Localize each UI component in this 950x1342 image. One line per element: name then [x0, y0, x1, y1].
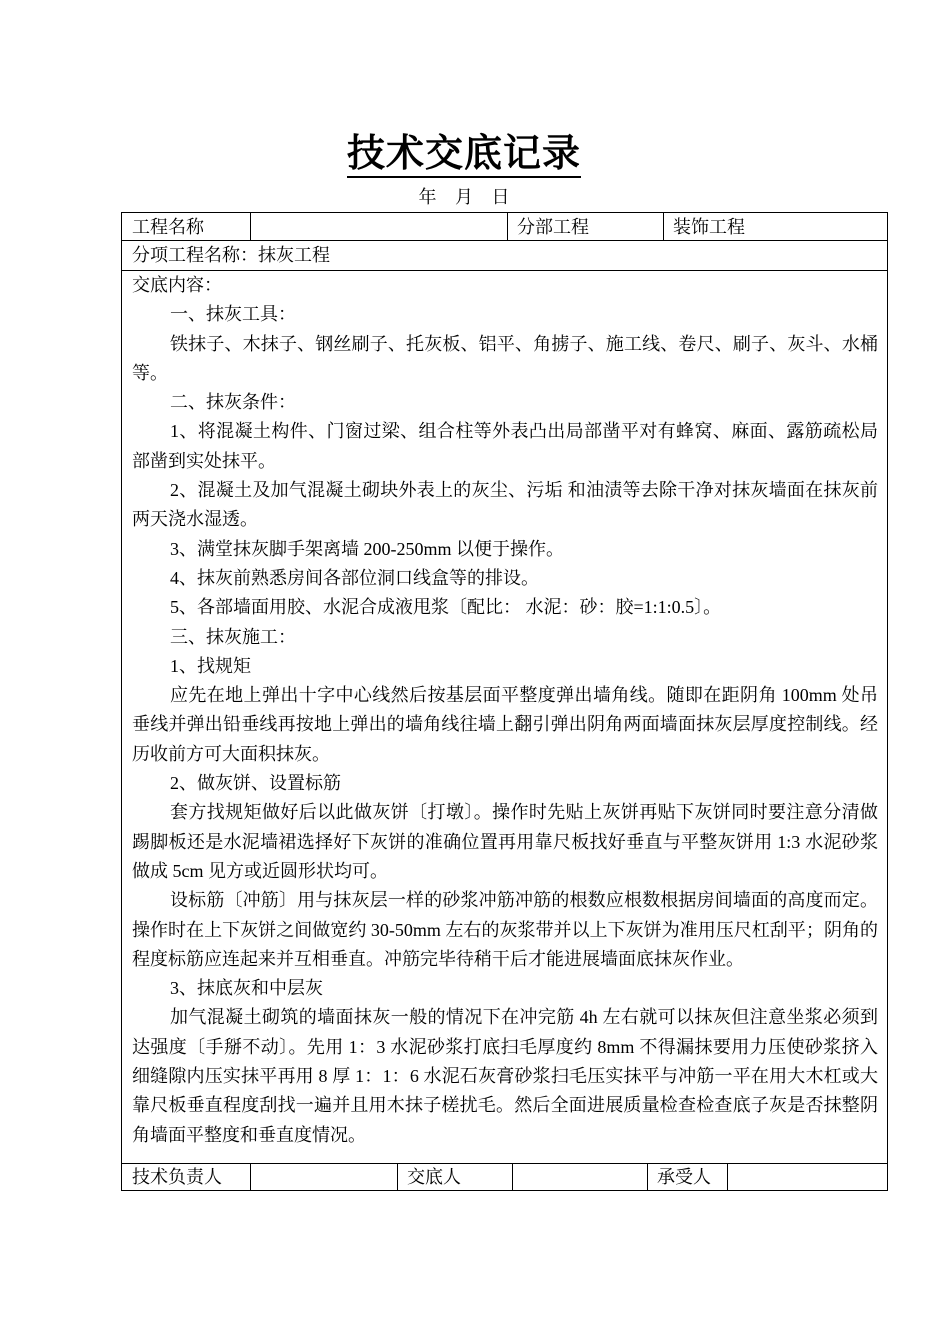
paragraph: 3、满堂抹灰脚手架离墙 200-250mm 以便于操作。	[170, 538, 564, 559]
sub-item-name: 分项工程名称：抹灰工程	[132, 245, 330, 265]
paragraph: 1、找规矩	[170, 655, 251, 676]
date-year: 年	[418, 187, 437, 207]
paragraph: 加气混凝土砌筑的墙面抹灰一般的情况下在冲完筋 4h 左右就可以抹灰但注意坐浆必须到达强度〔手掰不动〕。先用 1：3 水泥砂浆打底扫毛厚度约 8mm 不得漏抹要用力压使砂浆挤入细缝隙内压实抹平再用 8 厚 1：1：6 水泥石灰膏砂浆扫毛压实抹平与冲筋一平在用大木杠或大靠尺板垂直程度刮找一遍并且用木抹子槎扰毛。然后全面进展质量检查检查底子灰是否抹整阴角墙面平整度和垂直度情况。	[132, 1007, 878, 1145]
date-line	[0, 184, 928, 210]
row-divider	[122, 1163, 887, 1164]
paragraph: 设标筋〔冲筋〕用与抹灰层一样的砂浆冲筋冲筋的根数应根数根据房间墙面的高度而定。操作时在上下灰饼之间做宽约 30-50mm 左右的灰浆带并以上下灰饼为准用压尺杠刮平；阴角的程度标筋应连起来并互相垂直。冲筋完毕待稍干后才能进展墙面底抹灰作业。	[132, 890, 878, 969]
paragraph: 套方找规矩做好后以此做灰饼〔打墩〕。操作时先贴上灰饼再贴下灰饼同时要注意分清做踢脚板还是水泥墙裙选择好下灰饼的准确位置再用靠尺板找好垂直与平整灰饼用 1:3 水泥砂浆做成 5cm 见方或近圆形状均可。	[132, 802, 878, 881]
col-divider	[647, 1163, 648, 1191]
tech-lead-label: 技术负责人	[132, 1167, 222, 1187]
paragraph: 三、抹灰施工：	[170, 626, 296, 647]
paragraph: 一、抹灰工具：	[170, 304, 296, 325]
paragraph: 应先在地上弹出十字中心线然后按基层面平整度弹出墙角线。随即在距阴角 100mm 处吊垂线并弹出铅垂线再按地上弹出的墙角线往墙上翻引弹出阴角两面墙面抹灰层厚度控制线。经历收前方可大面积抹灰。	[132, 685, 878, 764]
paragraph: 2、混凝土及加气混凝土砌块外表上的灰尘、污垢 和油渍等去除干净对抹灰墙面在抹灰前两天浇水湿透。	[132, 480, 878, 530]
paragraph: 二、抹灰条件：	[170, 392, 296, 413]
date-month: 月	[455, 187, 473, 207]
col-divider	[250, 213, 251, 240]
receiver-label: 承受人	[657, 1167, 711, 1187]
col-divider	[663, 213, 664, 240]
paragraph: 1、将混凝土构件、门窗过梁、组合柱等外表凸出局部凿平对有蜂窝、麻面、露筋疏松局部凿到实处抹平。	[132, 421, 878, 471]
col-divider	[250, 1163, 251, 1191]
presenter-label: 交底人	[407, 1167, 461, 1187]
sub-project-label: 分部工程	[517, 217, 589, 237]
briefing-content	[132, 271, 878, 1150]
paragraph: 4、抹灰前熟悉房间各部位洞口线盒等的排设。	[170, 567, 539, 588]
paragraph: 铁抹子、木抹子、钢丝刷子、托灰板、铝平、角掳子、施工线、卷尺、刷子、灰斗、水桶等。	[132, 333, 878, 383]
project-name-label: 工程名称	[132, 217, 204, 237]
record-table	[121, 212, 888, 1191]
col-divider	[727, 1163, 728, 1191]
date-day: 日	[491, 187, 510, 207]
paragraph: 3、抹底灰和中层灰	[170, 978, 323, 999]
document-title: 技术交底记录	[0, 128, 928, 180]
col-divider	[397, 1163, 398, 1191]
paragraph: 2、做灰饼、设置标筋	[170, 773, 341, 794]
content-label: 交底内容：	[132, 275, 222, 295]
col-divider	[512, 1163, 513, 1191]
paragraph: 5、各部墙面用胶、水泥合成液甩浆〔配比： 水泥：砂：胶=1:1:0.5〕。	[170, 597, 722, 618]
sub-project-value: 装饰工程	[673, 217, 745, 237]
col-divider	[507, 213, 508, 240]
